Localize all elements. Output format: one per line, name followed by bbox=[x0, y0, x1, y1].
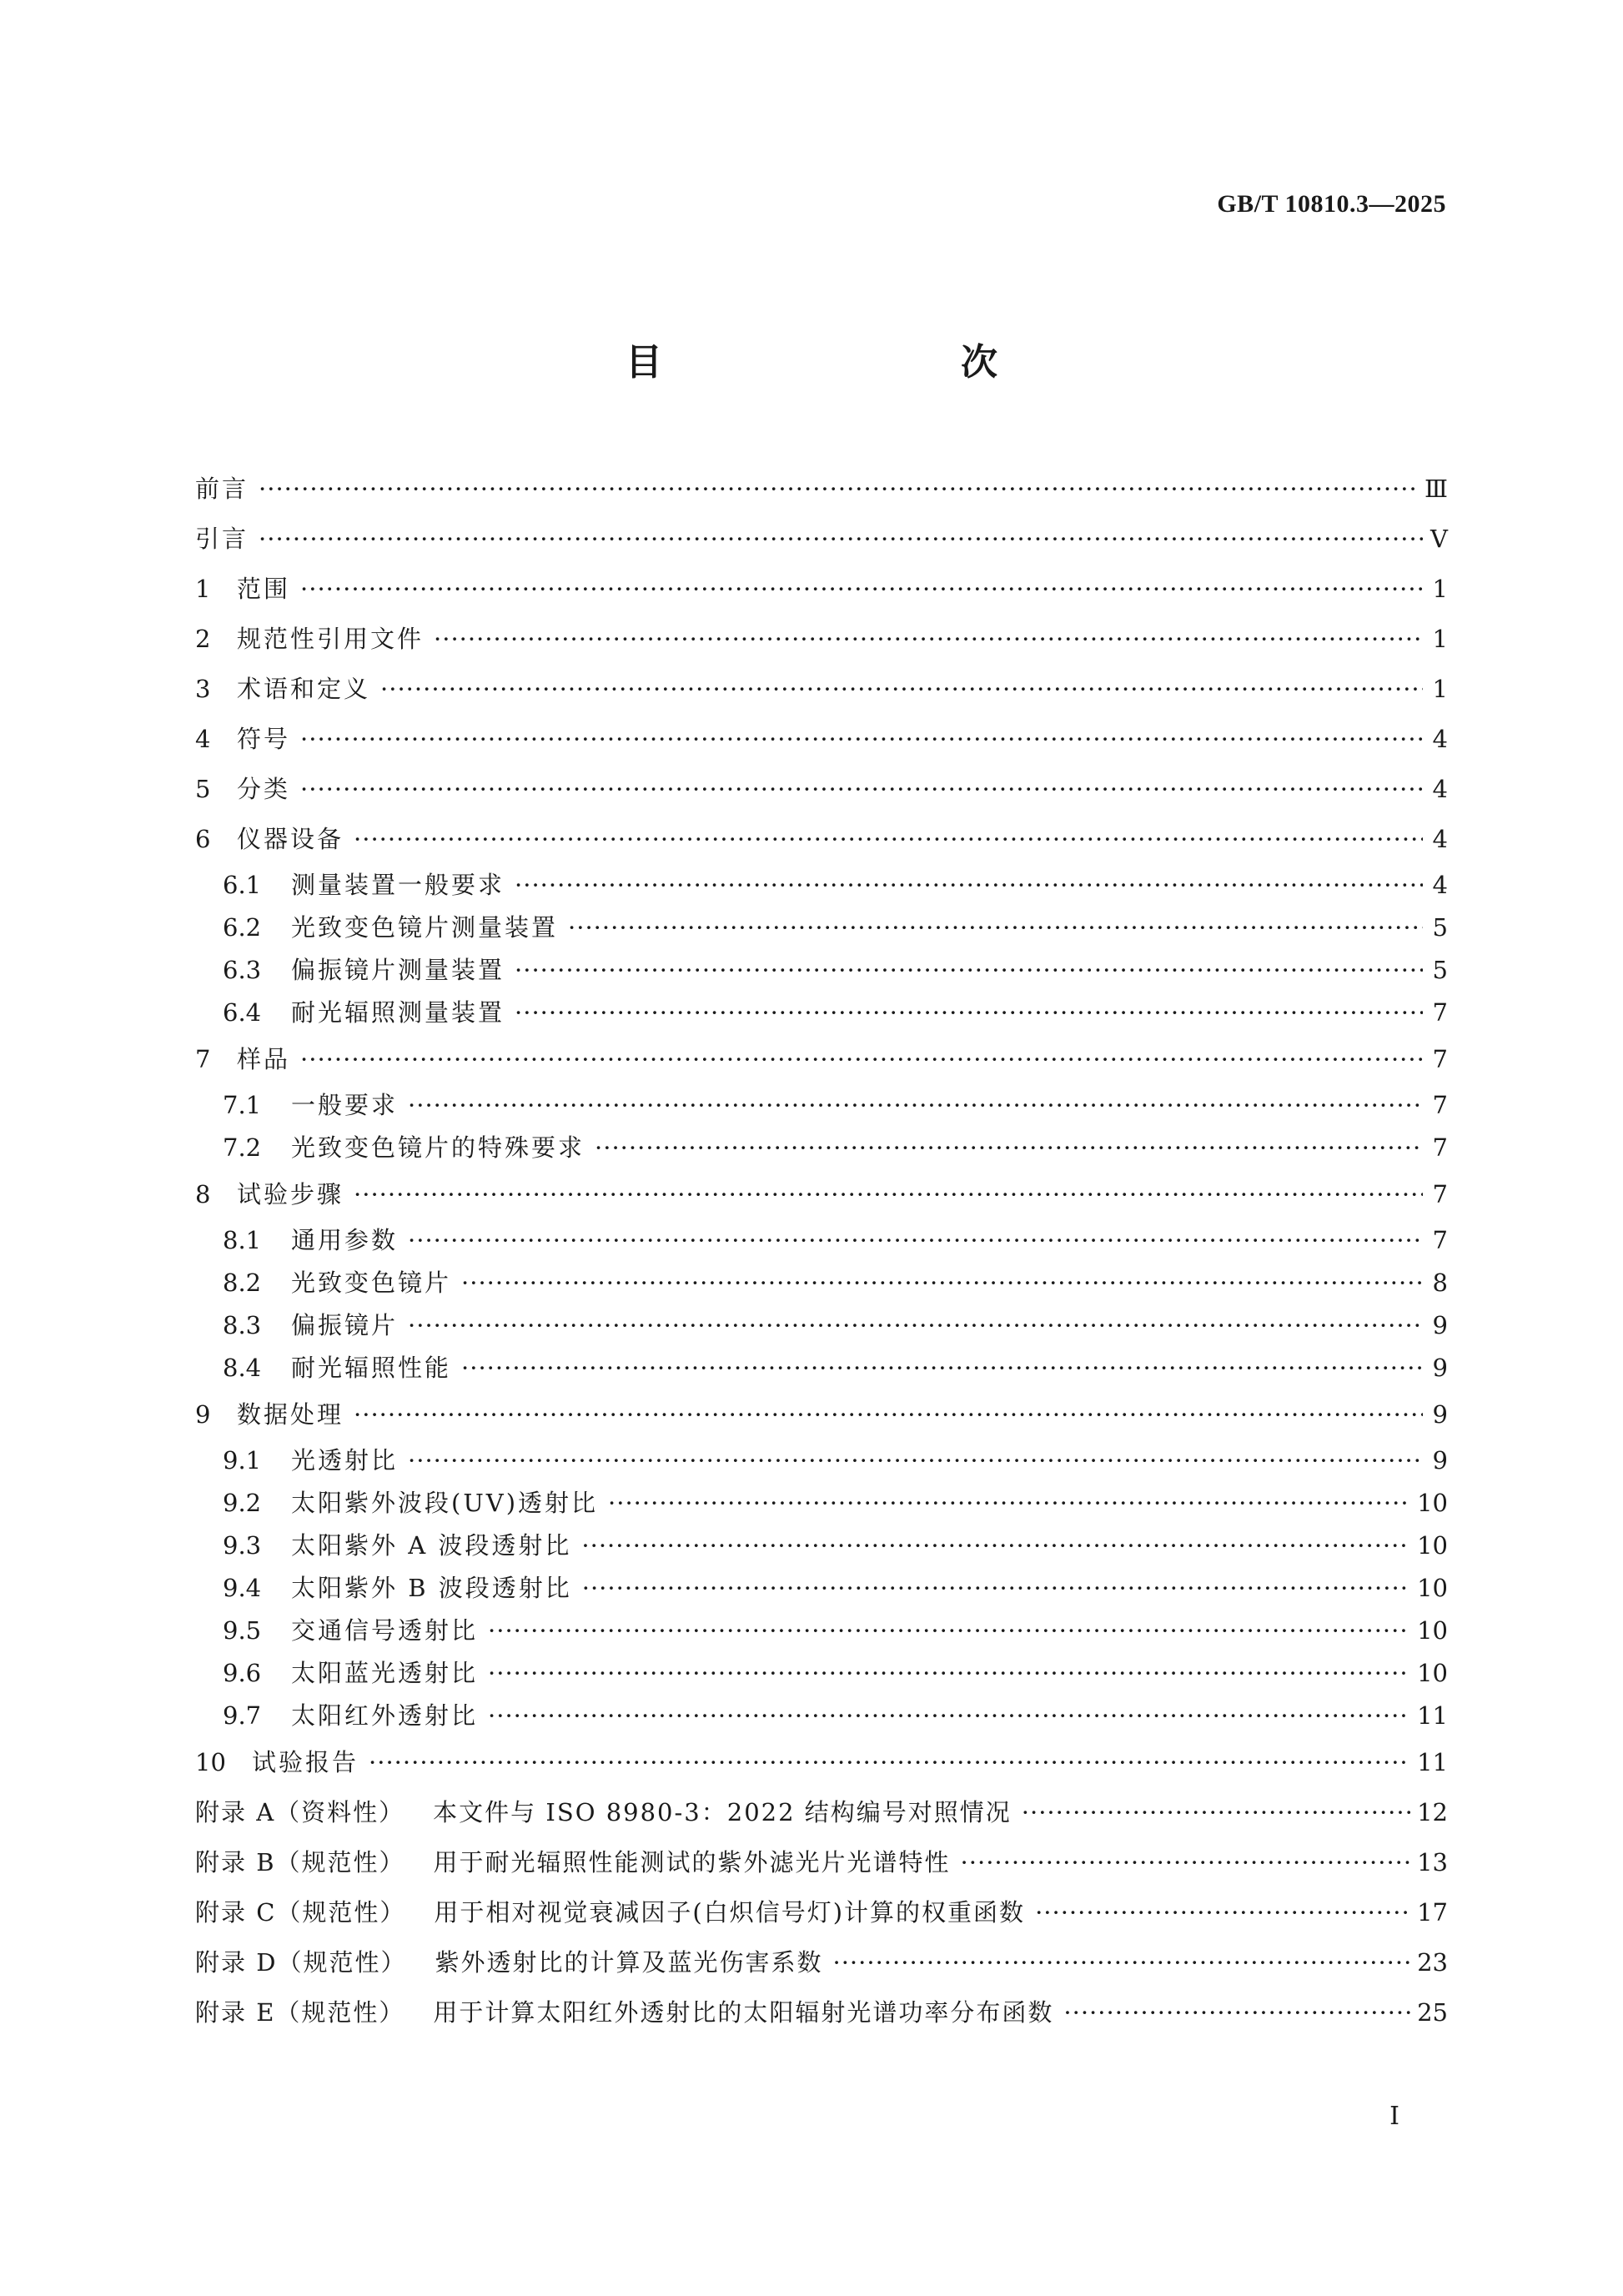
toc-entry-label: 交通信号透射比 bbox=[291, 1616, 479, 1645]
dot-leader bbox=[354, 1169, 1423, 1219]
toc-entry-number: 5 bbox=[195, 775, 211, 803]
toc-entry-page: 4 bbox=[1432, 871, 1448, 899]
dot-leader bbox=[259, 514, 1423, 564]
toc-entry-number: 4 bbox=[195, 725, 211, 753]
dot-leader bbox=[595, 1127, 1423, 1169]
toc-entry-label: 数据处理 bbox=[237, 1400, 344, 1429]
toc-entry-page: 8 bbox=[1432, 1269, 1448, 1297]
toc-entry-page: 1 bbox=[1432, 625, 1448, 653]
toc-entry-number: 8 bbox=[195, 1180, 211, 1208]
toc-entry-page: 25 bbox=[1417, 1998, 1448, 2027]
toc-entry-label: 太阳紫外 A 波段透射比 bbox=[291, 1531, 572, 1560]
toc-entry-label: 耐光辐照性能 bbox=[291, 1354, 452, 1382]
toc-entry-number: 9.6 bbox=[223, 1659, 262, 1687]
toc-entry-page: 13 bbox=[1417, 1848, 1448, 1876]
toc-entry-number: 9.2 bbox=[223, 1489, 262, 1517]
dot-leader bbox=[408, 1084, 1423, 1127]
toc-entry[interactable] bbox=[195, 1127, 1448, 1169]
toc-entry-label: 用于相对视觉衰减因子(白炽信号灯)计算的权重函数 bbox=[434, 1898, 1026, 1927]
toc-entry[interactable] bbox=[195, 714, 1448, 764]
toc-entry-label: 范围 bbox=[237, 575, 291, 603]
toc-entry-page: 4 bbox=[1432, 725, 1448, 753]
toc-entry-number: 7.1 bbox=[223, 1091, 262, 1119]
dot-leader bbox=[581, 1525, 1410, 1567]
toc-entry[interactable] bbox=[195, 907, 1448, 949]
toc-entry[interactable] bbox=[195, 1987, 1448, 2037]
dot-leader bbox=[408, 1304, 1423, 1347]
toc-entry-label: 引言 bbox=[195, 525, 249, 553]
toc-entry-label: 太阳红外透射比 bbox=[291, 1701, 479, 1730]
page-title: 目 次 bbox=[626, 341, 1073, 384]
toc-entry[interactable] bbox=[195, 1787, 1448, 1837]
toc-entry-page: 17 bbox=[1417, 1898, 1448, 1927]
toc-entry[interactable] bbox=[195, 1304, 1448, 1347]
toc-entry-number: 附录 A（资料性） bbox=[195, 1798, 405, 1826]
toc-entry[interactable] bbox=[195, 1439, 1448, 1482]
toc-entry-number: 8.4 bbox=[223, 1354, 262, 1382]
dot-leader bbox=[488, 1610, 1410, 1652]
toc-entry[interactable] bbox=[195, 1525, 1448, 1567]
dot-leader bbox=[488, 1695, 1410, 1737]
toc-entry[interactable] bbox=[195, 1695, 1448, 1737]
toc-entry-number: 6.4 bbox=[223, 998, 262, 1027]
toc-entry-label: 紫外透射比的计算及蓝光伤害系数 bbox=[435, 1948, 823, 1977]
toc-entry-label: 光致变色镜片的特殊要求 bbox=[291, 1133, 585, 1162]
toc-entry-label: 太阳紫外 B 波段透射比 bbox=[291, 1574, 572, 1602]
toc-entry[interactable] bbox=[195, 764, 1448, 814]
toc-entry-number: 6.1 bbox=[223, 871, 262, 899]
dot-leader bbox=[354, 1389, 1423, 1439]
toc-entry-label: 前言 bbox=[195, 475, 249, 503]
toc-entry-label: 试验报告 bbox=[252, 1748, 359, 1776]
toc-entry-page: 10 bbox=[1417, 1616, 1448, 1645]
toc-entry[interactable] bbox=[195, 1887, 1448, 1937]
toc-entry[interactable] bbox=[195, 1262, 1448, 1304]
toc-entry-page: 4 bbox=[1432, 825, 1448, 853]
dot-leader bbox=[515, 992, 1423, 1034]
dot-leader bbox=[461, 1347, 1423, 1389]
toc-entry-label: 术语和定义 bbox=[237, 675, 371, 703]
toc-entry-page: 1 bbox=[1432, 575, 1448, 603]
toc-entry[interactable] bbox=[195, 514, 1448, 564]
dot-leader bbox=[300, 564, 1423, 614]
toc-entry-number: 附录 C（规范性） bbox=[195, 1898, 406, 1927]
toc-entry-page: Ⅲ bbox=[1425, 475, 1448, 503]
dot-leader bbox=[259, 464, 1418, 514]
toc-entry[interactable] bbox=[195, 1837, 1448, 1887]
toc-entry[interactable] bbox=[195, 992, 1448, 1034]
toc-entry-label: 分类 bbox=[237, 775, 291, 803]
toc-entry[interactable] bbox=[195, 1937, 1448, 1987]
dot-leader bbox=[369, 1737, 1410, 1787]
toc-entry-number: 附录 B（规范性） bbox=[195, 1848, 405, 1876]
toc-entry-page: 7 bbox=[1432, 1133, 1448, 1162]
toc-entry-label: 偏振镜片 bbox=[291, 1311, 399, 1339]
toc-entry-page: 12 bbox=[1417, 1798, 1448, 1826]
toc-entry[interactable] bbox=[195, 1389, 1448, 1439]
toc-entry[interactable] bbox=[195, 664, 1448, 714]
toc-entry-page: 9 bbox=[1432, 1354, 1448, 1382]
toc-entry-number: 2 bbox=[195, 625, 211, 653]
toc-entry-page: Ⅴ bbox=[1430, 525, 1448, 553]
toc-entry-number: 6.3 bbox=[223, 956, 262, 984]
toc-entry[interactable] bbox=[195, 864, 1448, 907]
dot-leader bbox=[300, 714, 1423, 764]
toc-entry-page: 9 bbox=[1432, 1400, 1448, 1429]
toc-entry-page: 7 bbox=[1432, 1226, 1448, 1254]
toc-entry[interactable] bbox=[195, 564, 1448, 614]
dot-leader bbox=[961, 1837, 1411, 1887]
dot-leader bbox=[608, 1482, 1410, 1525]
toc-entry[interactable] bbox=[195, 814, 1448, 864]
dot-leader bbox=[488, 1652, 1410, 1695]
toc-entry-page: 11 bbox=[1417, 1748, 1448, 1776]
toc-entry-number: 6 bbox=[195, 825, 211, 853]
toc-entry[interactable] bbox=[195, 1347, 1448, 1389]
dot-leader bbox=[300, 1034, 1423, 1084]
dot-leader bbox=[461, 1262, 1423, 1304]
toc-entry-page: 7 bbox=[1432, 1180, 1448, 1208]
toc-entry-number: 1 bbox=[195, 575, 211, 603]
toc-entry-label: 光致变色镜片 bbox=[291, 1269, 452, 1297]
toc-entry[interactable] bbox=[195, 1084, 1448, 1127]
toc-entry-number: 附录 D（规范性） bbox=[195, 1948, 407, 1977]
toc-entry-number: 8.1 bbox=[223, 1226, 262, 1254]
toc-entry-number: 9.1 bbox=[223, 1446, 262, 1475]
toc-entry[interactable] bbox=[195, 1567, 1448, 1610]
dot-leader bbox=[354, 814, 1423, 864]
toc-entry-number: 9.3 bbox=[223, 1531, 262, 1560]
toc-entry[interactable] bbox=[195, 1169, 1448, 1219]
toc-entry-page: 4 bbox=[1432, 775, 1448, 803]
toc-entry-label: 测量装置一般要求 bbox=[291, 871, 505, 899]
toc-entry-label: 本文件与 ISO 8980-3：2022 结构编号对照情况 bbox=[433, 1798, 1012, 1826]
toc-entry-label: 偏振镜片测量装置 bbox=[291, 956, 505, 984]
dot-leader bbox=[515, 949, 1423, 992]
toc-entry[interactable] bbox=[195, 464, 1448, 514]
toc-entry-number: 3 bbox=[195, 675, 211, 703]
toc-entry-page: 23 bbox=[1417, 1948, 1448, 1977]
toc-entry-label: 用于耐光辐照性能测试的紫外滤光片光谱特性 bbox=[433, 1848, 951, 1876]
dot-leader bbox=[582, 1567, 1410, 1610]
toc-entry-page: 7 bbox=[1432, 1091, 1448, 1119]
toc-entry[interactable] bbox=[195, 1652, 1448, 1695]
toc-entry[interactable] bbox=[195, 1482, 1448, 1525]
toc-entry-label: 规范性引用文件 bbox=[237, 625, 425, 653]
toc-entry-label: 太阳蓝光透射比 bbox=[291, 1659, 479, 1687]
toc-entry-page: 10 bbox=[1417, 1531, 1448, 1560]
toc-entry-number: 7 bbox=[195, 1045, 211, 1073]
toc-entry-page: 10 bbox=[1417, 1489, 1448, 1517]
table-of-contents bbox=[195, 464, 1448, 2037]
toc-entry-number: 9.4 bbox=[223, 1574, 262, 1602]
toc-entry-page: 9 bbox=[1432, 1446, 1448, 1475]
dot-leader bbox=[408, 1439, 1423, 1482]
toc-entry-number: 9.5 bbox=[223, 1616, 262, 1645]
toc-entry-page: 7 bbox=[1432, 998, 1448, 1027]
dot-leader bbox=[1063, 1987, 1410, 2037]
toc-entry[interactable] bbox=[195, 614, 1448, 664]
toc-entry[interactable] bbox=[195, 1737, 1448, 1787]
standard-code: GB/T 10810.3—2025 bbox=[1217, 190, 1446, 218]
dot-leader bbox=[833, 1937, 1411, 1987]
toc-entry-number: 8.2 bbox=[223, 1269, 262, 1297]
toc-entry-page: 10 bbox=[1417, 1659, 1448, 1687]
toc-entry-label: 仪器设备 bbox=[237, 825, 344, 853]
toc-entry-label: 一般要求 bbox=[291, 1091, 399, 1119]
toc-entry-label: 用于计算太阳红外透射比的太阳辐射光谱功率分布函数 bbox=[433, 1998, 1054, 2027]
dot-leader bbox=[1022, 1787, 1410, 1837]
toc-entry[interactable] bbox=[195, 1610, 1448, 1652]
toc-entry-label: 通用参数 bbox=[291, 1226, 399, 1254]
toc-entry-page: 5 bbox=[1432, 913, 1448, 942]
toc-entry-page: 1 bbox=[1432, 675, 1448, 703]
toc-entry-page: 5 bbox=[1432, 956, 1448, 984]
toc-entry-label: 光透射比 bbox=[291, 1446, 399, 1475]
dot-leader bbox=[300, 764, 1423, 814]
toc-entry-number: 8.3 bbox=[223, 1311, 262, 1339]
toc-entry-number: 6.2 bbox=[223, 913, 262, 942]
dot-leader bbox=[515, 864, 1423, 907]
toc-entry-number: 10 bbox=[195, 1748, 226, 1776]
toc-entry-page: 9 bbox=[1432, 1311, 1448, 1339]
toc-entry-number: 附录 E（规范性） bbox=[195, 1998, 405, 2027]
dot-leader bbox=[434, 614, 1423, 664]
dot-leader bbox=[568, 907, 1423, 949]
toc-entry-page: 11 bbox=[1417, 1701, 1448, 1730]
toc-entry-label: 样品 bbox=[237, 1045, 291, 1073]
toc-entry-page: 10 bbox=[1417, 1574, 1448, 1602]
toc-entry[interactable] bbox=[195, 1219, 1448, 1262]
dot-leader bbox=[380, 664, 1423, 714]
toc-entry-label: 耐光辐照测量装置 bbox=[291, 998, 505, 1027]
toc-entry-number: 7.2 bbox=[223, 1133, 262, 1162]
toc-entry-label: 试验步骤 bbox=[237, 1180, 344, 1208]
toc-entry[interactable] bbox=[195, 949, 1448, 992]
toc-entry[interactable] bbox=[195, 1034, 1448, 1084]
toc-entry-page: 7 bbox=[1432, 1045, 1448, 1073]
toc-entry-number: 9.7 bbox=[223, 1701, 262, 1730]
toc-entry-label: 符号 bbox=[237, 725, 291, 753]
toc-entry-label: 光致变色镜片测量装置 bbox=[291, 913, 559, 942]
toc-entry-number: 9 bbox=[195, 1400, 211, 1429]
dot-leader bbox=[1035, 1887, 1410, 1937]
dot-leader bbox=[408, 1219, 1423, 1262]
toc-entry-label: 太阳紫外波段(UV)透射比 bbox=[291, 1489, 599, 1517]
page-number: Ⅰ bbox=[1389, 2103, 1399, 2130]
